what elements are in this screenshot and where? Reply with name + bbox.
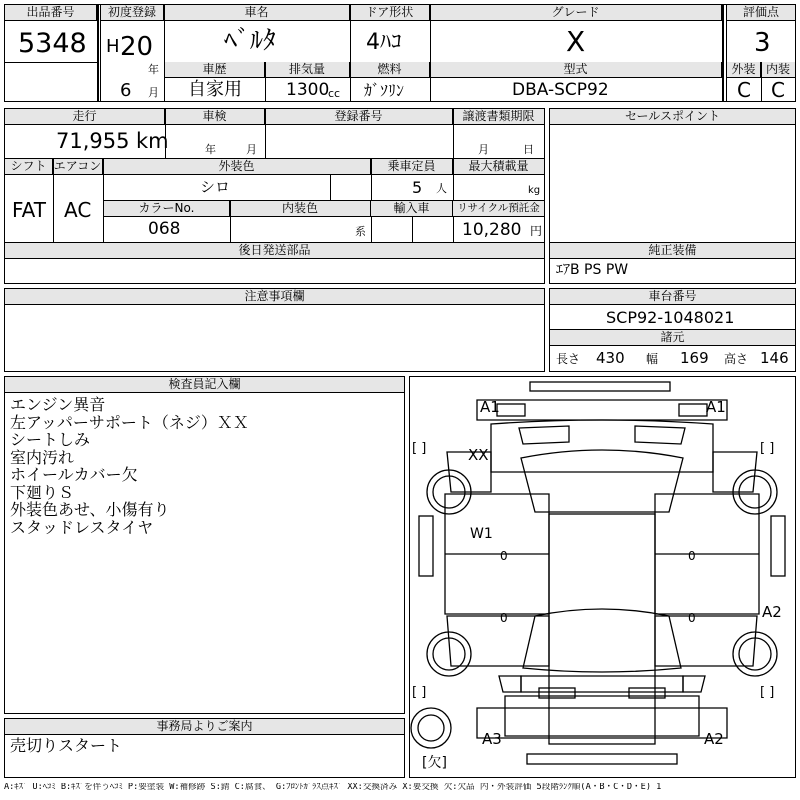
car-diagram — [409, 376, 796, 778]
note-line: 室内汚れ — [10, 447, 75, 467]
reg-year: 20 — [120, 32, 154, 62]
width-value: 169 — [680, 349, 709, 367]
rear-bumper — [477, 708, 727, 738]
length-value: 430 — [596, 349, 625, 367]
door-type: 4ﾊｺ — [366, 30, 402, 55]
ext-color-value: シロ — [200, 178, 231, 196]
mark-zero-d: 0 — [688, 611, 696, 625]
grade-value: X — [566, 25, 586, 58]
max-load-unit: kg — [528, 185, 541, 196]
year-unit: 年 — [148, 63, 159, 76]
lot-label: 出品番号 — [5, 5, 97, 21]
interior-grade: C — [771, 78, 785, 102]
mark-rear-left: A3 — [482, 730, 502, 748]
displacement-unit: cc — [328, 87, 341, 100]
height-value: 146 — [760, 349, 789, 367]
door-label: ドア形状 — [350, 5, 430, 21]
score-label: 評価点 — [727, 5, 795, 21]
displacement-value: 1300 — [286, 80, 330, 100]
equipment-label: 純正装備 — [550, 243, 795, 259]
inspection-month-unit: 月 — [246, 143, 257, 156]
note-line: 外装色あせ、小傷有り — [10, 500, 170, 519]
fuel-label: 燃料 — [350, 62, 430, 78]
car-name-label: 車名 — [164, 5, 350, 21]
recycle-value: 10,280 — [462, 220, 522, 240]
era: H — [106, 36, 120, 57]
interior-label: 内装 — [761, 62, 795, 78]
mileage-value: 71,955 — [56, 129, 130, 153]
capacity-value: 5 — [412, 178, 423, 197]
windshield — [521, 450, 683, 512]
bracket-bottom-left: [ ] — [412, 685, 427, 700]
spare-tire — [411, 708, 451, 748]
sales-points-label: セールスポイント — [550, 109, 795, 125]
transfer-month-unit: 月 — [478, 143, 489, 156]
note-line: ホイールカバー欠 — [10, 465, 138, 484]
caution-label: 注意事項欄 — [5, 289, 544, 305]
color-no-label: カラーNo. — [104, 201, 230, 217]
inspection-year-unit: 年 — [205, 143, 216, 156]
mark-w1: W1 — [470, 526, 493, 542]
first-reg-label: 初度登録 — [101, 5, 164, 21]
history-label: 車歴 — [165, 62, 265, 78]
grade-label: グレード — [430, 5, 722, 21]
shift-value: FAT — [12, 198, 47, 222]
office-text: 売切りスタート — [10, 736, 123, 755]
bracket-bottom-right: [ ] — [760, 685, 775, 700]
mileage-unit: km — [136, 129, 169, 153]
mark-zero-c: 0 — [500, 611, 508, 625]
fuel-value: ｶﾞｿﾘﾝ — [364, 81, 405, 100]
transfer-day-unit: 日 — [523, 143, 534, 156]
note-line: エンジン異音 — [10, 395, 106, 414]
shift-label: シフト — [5, 159, 53, 175]
reg-no-label: 登録番号 — [265, 109, 453, 125]
mark-front-right: A1 — [706, 398, 726, 416]
length-label: 長さ — [556, 352, 581, 366]
import-label: 輸入車 — [371, 201, 453, 217]
lot-number: 5348 — [18, 28, 87, 59]
month-unit: 月 — [148, 86, 159, 99]
bracket-top-left: [ ] — [412, 441, 427, 456]
mark-xx: XX — [468, 446, 489, 464]
inspector-label: 検査員記入欄 — [5, 377, 404, 393]
inspection-label: 車検 — [165, 109, 265, 125]
mark-front-left: A1 — [480, 398, 500, 416]
mark-zero-b: 0 — [688, 549, 696, 563]
int-color-unit: 系 — [355, 225, 366, 238]
color-no-value: 068 — [148, 219, 181, 239]
note-line: 左アッパーサポート（ネジ）ＸＸ — [10, 412, 249, 432]
int-color-label: 内装色 — [230, 201, 371, 217]
trunk — [505, 696, 699, 736]
history-value: 自家用 — [188, 79, 242, 100]
dimensions-label: 諸元 — [550, 330, 795, 346]
deferred-parts-label: 後日発送部品 — [5, 243, 544, 259]
capacity-label: 乗車定員 — [371, 159, 453, 175]
office-label: 事務局よりご案内 — [5, 719, 404, 735]
chassis-value: SCP92-1048021 — [606, 308, 735, 327]
model-value: DBA-SCP92 — [512, 80, 609, 100]
mileage-label: 走行 — [5, 109, 165, 125]
chassis-label: 車台番号 — [550, 289, 795, 305]
score-value: 3 — [754, 28, 771, 58]
bracket-top-right: [ ] — [760, 441, 775, 456]
note-line: 下廻りＳ — [10, 482, 75, 502]
legend: A:ｷｽﾞ U:ﾍｺﾐ B:ｷｽﾞを伴うﾍｺﾐ P:要塗装 W:補修跡 S:錆 C:腐食、 G:ﾌﾛﾝﾄｶﾞﾗｽ点ｷｽﾞ XX:交換済み X:要交換 欠:欠品 内・外装評価 5段階ﾗﾝｸ順(A・B・C・D・E) 1 — [4, 783, 662, 792]
exterior-grade: C — [737, 78, 751, 102]
note-line: スタッドレスタイヤ — [10, 517, 154, 537]
inspector-notes — [10, 396, 400, 536]
recycle-label: リサイクル預託金 — [453, 201, 544, 217]
capacity-unit: 人 — [436, 182, 447, 195]
ac-label: エアコン — [53, 159, 102, 173]
car-name: ﾍﾞﾙﾀ — [224, 26, 277, 56]
exterior-label: 外装 — [727, 62, 761, 78]
mark-missing: [欠] — [422, 755, 447, 771]
hood-front-panel — [477, 400, 727, 420]
mark-zero-a: 0 — [500, 549, 508, 563]
note-line: シートしみ — [10, 430, 91, 449]
transfer-label: 譲渡書類期限 — [453, 109, 544, 125]
height-label: 高さ — [724, 352, 749, 366]
mark-a2-right: A2 — [762, 603, 782, 621]
max-load-label: 最大積載量 — [453, 159, 544, 175]
equipment-value: ｴｱB PS PW — [556, 262, 629, 278]
reg-month: 6 — [120, 80, 132, 101]
mark-rear-right: A2 — [704, 730, 724, 748]
ext-color-label: 外装色 — [103, 159, 371, 175]
front-bumper — [530, 382, 670, 391]
rear-window — [523, 609, 681, 672]
width-label: 幅 — [646, 352, 659, 366]
ac-value: AC — [64, 198, 92, 222]
model-label: 型式 — [430, 62, 722, 78]
displacement-label: 排気量 — [265, 62, 350, 78]
roof — [549, 514, 655, 744]
recycle-unit: 円 — [530, 224, 543, 238]
